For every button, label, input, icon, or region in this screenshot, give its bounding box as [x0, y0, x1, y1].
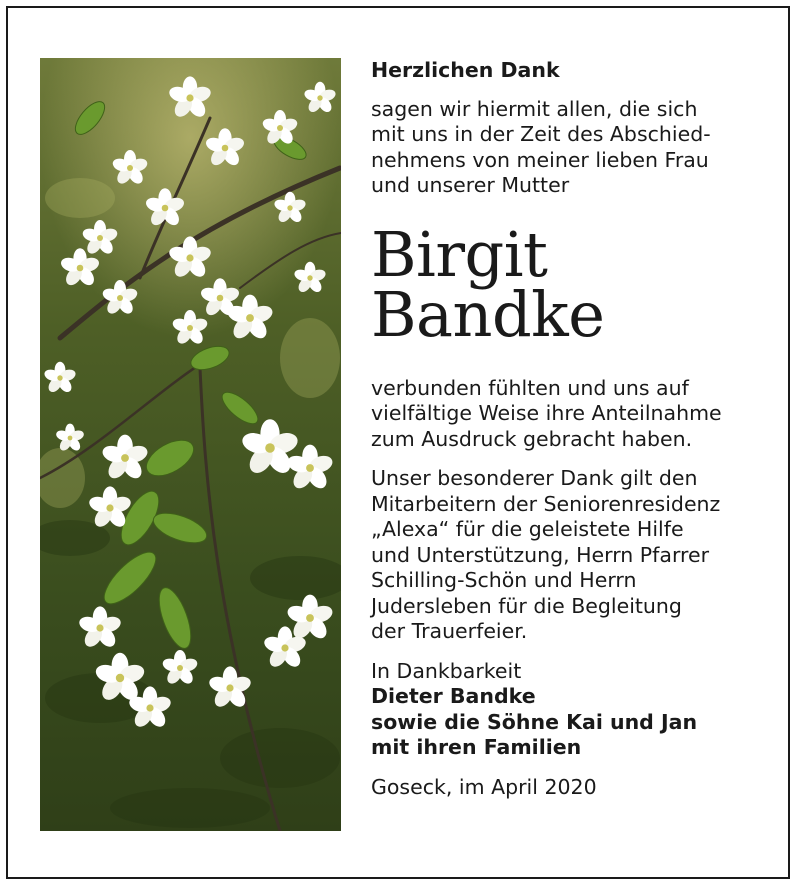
body-paragraph-1: [371, 376, 771, 453]
signer-line: Dieter Bandke: [371, 684, 536, 708]
body-line: Unser besonderer Dank gilt den: [371, 466, 698, 490]
deceased-last-name: Bandke: [371, 277, 605, 351]
body-line: der Trauerfeier.: [371, 619, 528, 643]
intro-paragraph: [371, 97, 771, 199]
body-line: Mitarbeitern der Seniorenresidenz: [371, 491, 721, 516]
closing-line: In Dankbarkeit: [371, 658, 522, 683]
body-line: und Unterstützung, Herrn Pfarrer: [371, 542, 710, 567]
body-line: Judersleben für die Begleitung: [371, 593, 682, 618]
intro-line: mit uns in der Zeit des Abschied-: [371, 122, 711, 146]
signature-block: [371, 659, 771, 761]
body-line: vielfältige Weise ihre Anteilnahme: [371, 401, 722, 425]
cherry-blossom-photo: [40, 58, 341, 831]
notice-text: [371, 58, 771, 800]
signer-line: mit ihren Familien: [371, 735, 582, 759]
intro-line: nehmens von meiner lieben Frau: [371, 147, 709, 172]
deceased-first-name: Birgit: [371, 217, 548, 291]
signer-line: sowie die Söhne Kai und Jan: [371, 709, 698, 734]
notice-heading: Herzlichen Dank: [371, 58, 560, 82]
intro-line: sagen wir hiermit allen, die sich: [371, 96, 698, 121]
body-line: Schilling-Schön und Herrn: [371, 568, 637, 592]
body-line: zum Ausdruck gebracht haben.: [371, 426, 693, 451]
deceased-name: [371, 217, 771, 351]
place-date: Goseck, im April 2020: [371, 774, 597, 799]
intro-line: und unserer Mutter: [371, 173, 570, 197]
body-line: „Alexa“ für die geleistete Hilfe: [371, 517, 684, 541]
body-paragraph-2: [371, 466, 771, 645]
blossom-illustration: [40, 58, 341, 831]
body-line: verbunden fühlten und uns auf: [371, 375, 689, 400]
